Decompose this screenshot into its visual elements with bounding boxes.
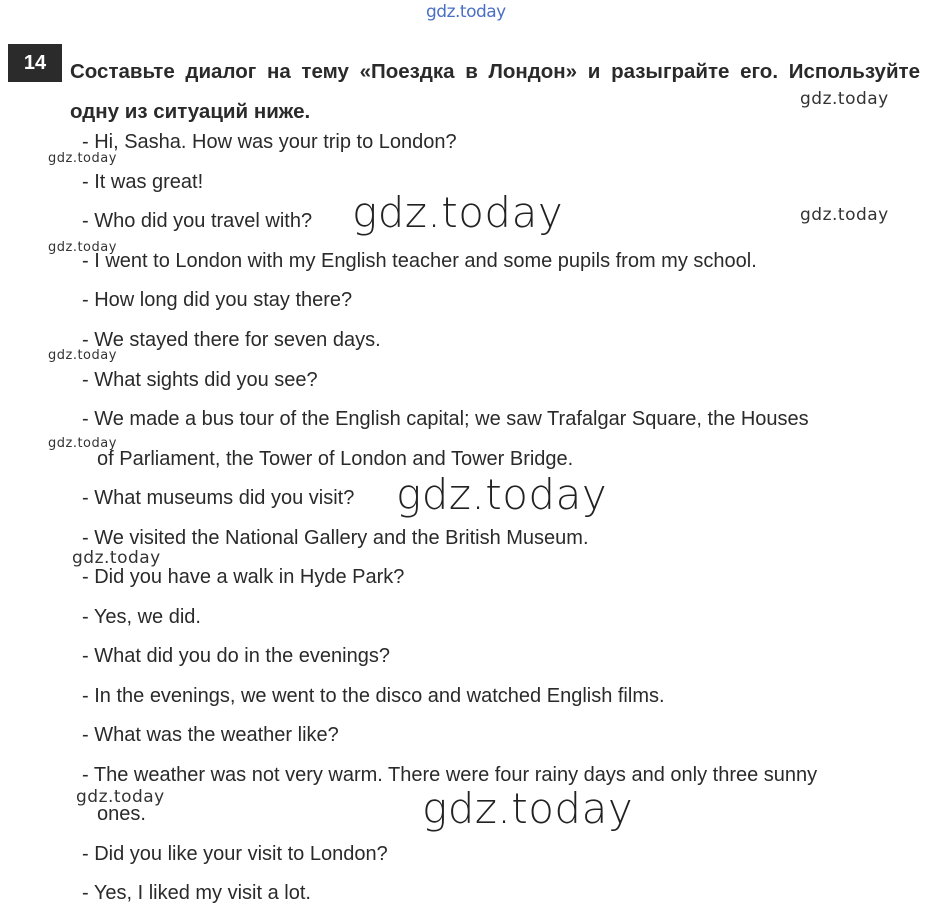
dialogue-line: - Who did you travel with? xyxy=(82,210,313,232)
task-instruction: Составьте диалог на тему «Поездка в Лондон» и разыграйте его. Используйте одну из ситуаций ниже. xyxy=(70,60,920,123)
watermark: gdz.today xyxy=(422,784,634,833)
watermark: gdz.today xyxy=(48,240,117,255)
dialogue-line: - What was the weather like? xyxy=(82,724,339,746)
dialogue-line: - The weather was not very warm. There were four rainy days and only three sunny xyxy=(82,764,818,786)
dialogue-line: - In the evenings, we went to the disco and watched English films. xyxy=(82,685,665,707)
dialogue-line: - What sights did you see? xyxy=(82,369,318,391)
dialogue-line: - We made a bus tour of the English capital; we saw Trafalgar Square, the Houses xyxy=(82,408,809,430)
dialogue-line: - We visited the National Gallery and the British Museum. xyxy=(82,527,589,549)
watermark: gdz.today xyxy=(800,205,889,225)
dialogue-line: - We stayed there for seven days. xyxy=(82,329,381,351)
dialogue-line-continuation: ones. xyxy=(97,803,146,825)
dialogue-line: - Yes, we did. xyxy=(82,606,201,628)
dialogue-line: - Did you like your visit to London? xyxy=(82,843,388,865)
dialogue-line: - Hi, Sasha. How was your trip to London? xyxy=(82,131,457,153)
watermark: gdz.today xyxy=(352,188,564,237)
task-number-badge: 14 xyxy=(8,44,62,82)
dialogue-line: - It was great! xyxy=(82,171,204,193)
dialogue-line-continuation: of Parliament, the Tower of London and Tower Bridge. xyxy=(97,448,574,470)
watermark: gdz.today xyxy=(48,436,117,451)
dialogue-line: - What did you do in the evenings? xyxy=(82,645,390,667)
dialogue-line: - I went to London with my English teacher and some pupils from my school. xyxy=(82,250,757,272)
watermark: gdz.today xyxy=(48,151,117,166)
dialogue-line: - What museums did you visit? xyxy=(82,487,355,509)
watermark-top: gdz.today xyxy=(426,2,506,22)
dialogue-line: - How long did you stay there? xyxy=(82,289,353,311)
watermark: gdz.today xyxy=(396,470,608,519)
dialogue-line: - Did you have a walk in Hyde Park? xyxy=(82,566,405,588)
watermark: gdz.today xyxy=(800,89,889,109)
watermark: gdz.today xyxy=(48,348,117,363)
watermark: gdz.today xyxy=(76,787,165,807)
dialogue-line: - Yes, I liked my visit a lot. xyxy=(82,882,311,904)
watermark: gdz.today xyxy=(72,548,161,568)
